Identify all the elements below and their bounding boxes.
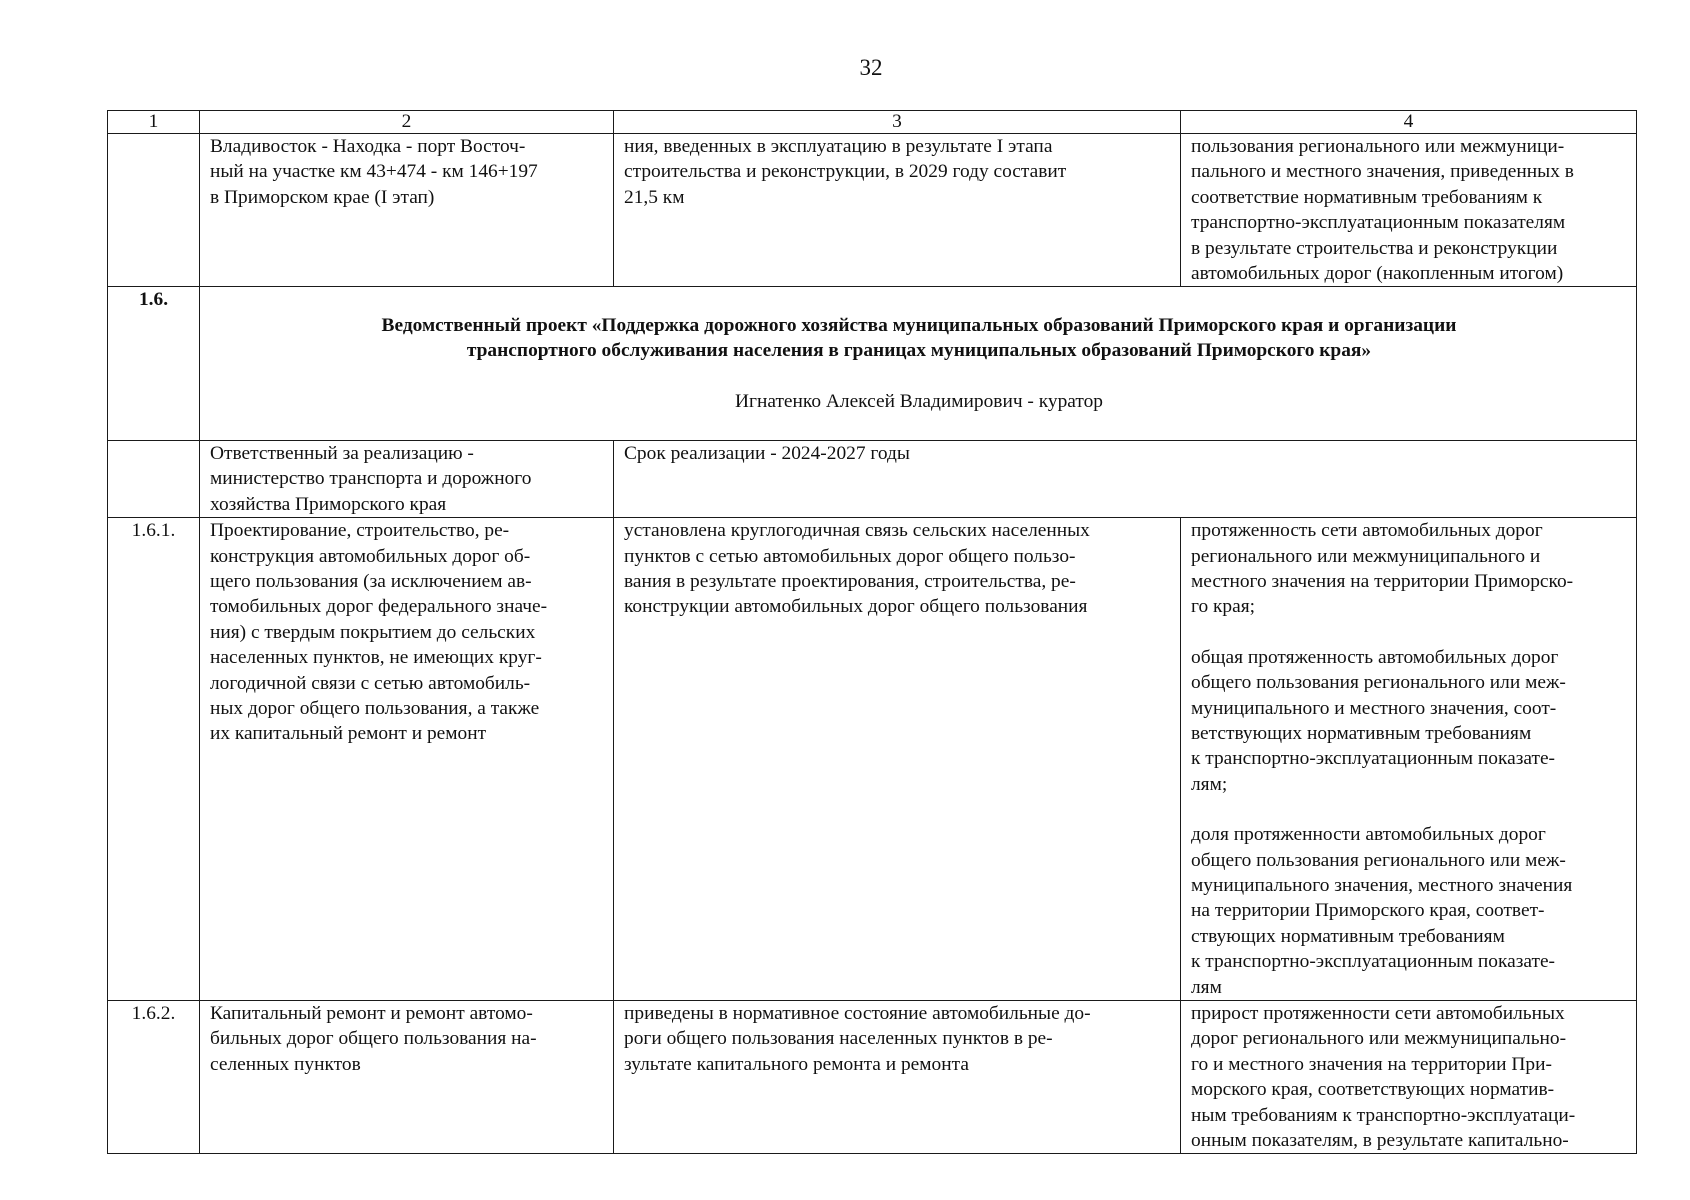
row-number: 1.6.2. [108, 1001, 200, 1154]
indicator-paragraph-1: протяженность сети автомобильных дорог регионального или межмуниципального и местного значения на территории Приморско- го края; [1191, 520, 1574, 618]
table-row-1-6-1 [108, 518, 1637, 1001]
header-col-1: 1 [108, 111, 200, 134]
result-cell: ния, введенных в эксплуатацию в результате I этапа строительства и реконструкции, в 2029 году составит 21,5 км [614, 134, 1181, 287]
program-table [107, 110, 1637, 1154]
task-name-cell: Капитальный ремонт и ремонт автомо- бильных дорог общего пользования на- селенных пунктов [200, 1001, 614, 1154]
indicator-paragraph-2: общая протяженность автомобильных дорог общего пользования регионального или меж- муниципального и местного значения, соот- ветствующих нормативным требованиям к транспортно-эксплуатационным показате- лям; [1191, 646, 1566, 795]
header-col-2: 2 [200, 111, 614, 134]
row-number: 1.6. [108, 287, 200, 440]
result-cell: установлена круглогодичная связь сельских населенных пунктов с сетью автомобильных дорог общего пользо- вания в результате проектирования, строительства, ре- конструкции автомобильных дорог общего пользования [614, 518, 1181, 1001]
indicator-cell [1181, 518, 1637, 1001]
table-row-project-1-6 [108, 287, 1637, 440]
indicator-cell: прирост протяженности сети автомобильных дорог регионального или межмуниципально- го и местного значения на территории При- морского края, соответствующих норматив- ным требованиям к транспортно-эксплуатаци- онным показателям, в результате капитально- [1181, 1001, 1637, 1154]
responsible-cell: Ответственный за реализацию - министерство транспорта и дорожного хозяйства Приморского края [200, 440, 614, 517]
implementation-period-cell: Срок реализации - 2024-2027 годы [614, 440, 1637, 517]
table-row-responsible [108, 440, 1637, 517]
project-heading-cell [200, 287, 1637, 440]
indicator-paragraph-3: доля протяженности автомобильных дорог общего пользования регионального или меж- муниципального значения, местного значения на территории Приморского края, соответ- ствующих нормативным требованиям к транспортно-эксплуатационным показате- лям [1191, 824, 1573, 998]
task-name-cell: Проектирование, строительство, ре- конструкция автомобильных дорог об- щего пользования (за исключением ав- томобильных дорог федерального значе- ния) с твердым покрытием до сельских населенных пунктов, не имеющих круг- логодичной связи с сетью автомобиль- ных дорог общего пользования, а также их капитальный ремонт и ремонт [200, 518, 614, 1001]
project-title: Ведомственный проект «Поддержка дорожного хозяйства муниципальных образований Приморского края и организации транспортного обслуживания населения в границах муниципальных образований Приморского края» [381, 314, 1457, 362]
result-cell: приведены в нормативное состояние автомобильные до- роги общего пользования населенных пунктов в ре- зультате капитального ремонта и ремонта [614, 1001, 1181, 1154]
row-number [108, 134, 200, 287]
project-curator: Игнатенко Алексей Владимирович - куратор [735, 391, 1103, 413]
indicator-cell: пользования регионального или межмуници- пального и местного значения, приведенных в соответствие нормативным требованиям к транспортно-эксплуатационным показателям в результате строительства и реконструкции автомобильных дорог (накопленным итогом) [1181, 134, 1637, 287]
header-col-4: 4 [1181, 111, 1637, 134]
page-number: 32 [859, 55, 883, 80]
table-row-continued [108, 134, 1637, 287]
row-number: 1.6.1. [108, 518, 200, 1001]
row-number [108, 440, 200, 517]
header-col-3: 3 [614, 111, 1181, 134]
table-row-1-6-2 [108, 1001, 1637, 1154]
table-header-row [108, 111, 1637, 134]
task-name-cell: Владивосток - Находка - порт Восточ- ный на участке км 43+474 - км 146+197 в Приморском крае (I этап) [200, 134, 614, 287]
